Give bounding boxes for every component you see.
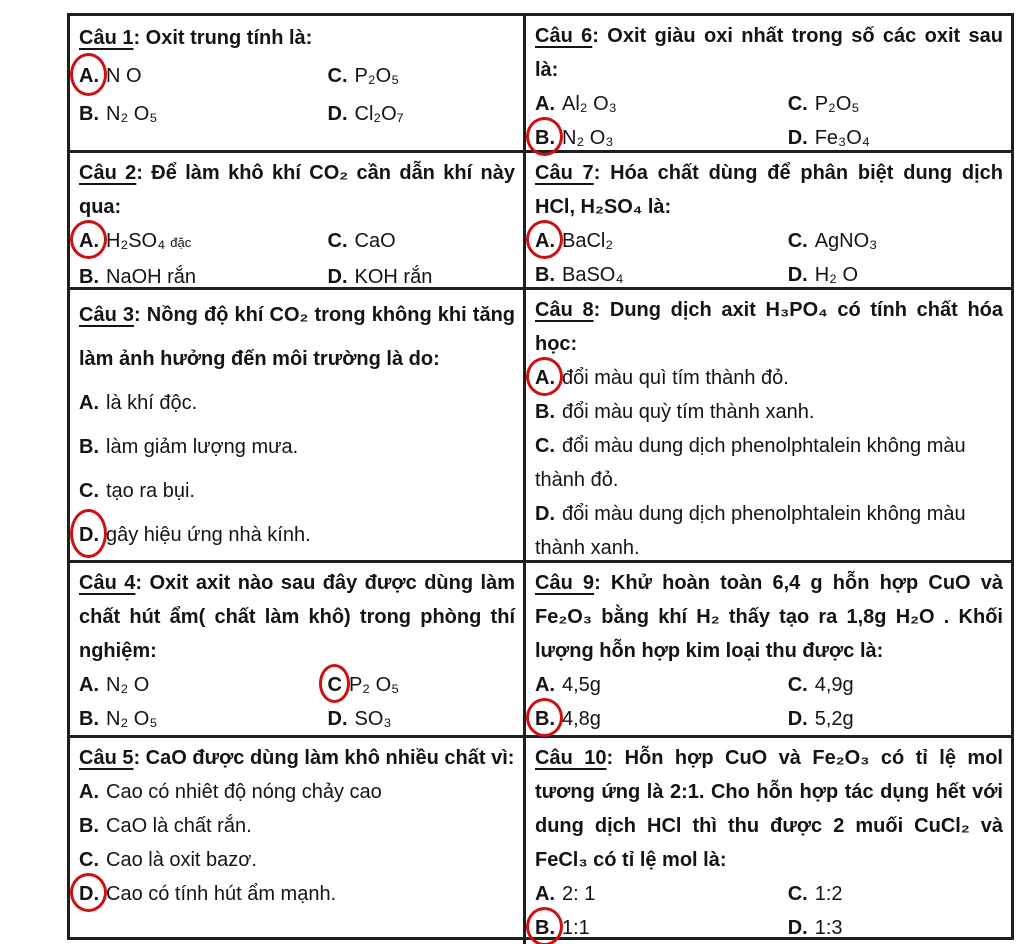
option-a <box>535 224 788 258</box>
option-c <box>788 87 1003 121</box>
question-8 <box>523 287 1011 560</box>
option-text: P₂O₅ <box>814 93 860 115</box>
option-text: SO₃ <box>354 708 392 730</box>
option-b <box>79 95 328 133</box>
question-text: : Oxit giàu oxi nhất trong số các oxit sau là: <box>535 25 1003 81</box>
option-a <box>535 361 1003 395</box>
option-letter: D. <box>787 917 808 939</box>
question-number: Câu 9 <box>535 572 595 594</box>
question-number: Câu 7 <box>535 162 594 184</box>
option-letter: B. <box>79 708 99 730</box>
question-header <box>79 566 515 668</box>
answer-circle-letter: A. <box>79 57 99 95</box>
option-text: N₂ O₅ <box>106 103 158 125</box>
option-text: Cl₂O₇ <box>354 103 404 125</box>
options <box>535 668 1003 736</box>
answer-circle-letter: B. <box>535 702 555 736</box>
option-letter: C. <box>787 883 808 905</box>
question-text: : Nồng độ khí CO₂ trong không khi tăng làm ảnh hưởng đến môi trường là do: <box>79 304 515 370</box>
option-letter: C. <box>787 230 808 252</box>
answer-circle-letter: A. <box>535 224 555 258</box>
option-text: 1:1 <box>562 917 590 939</box>
answer-circle-letter: D. <box>79 513 99 557</box>
option-letter: B. <box>79 103 99 125</box>
question-text: : Khử hoàn toàn 6,4 g hỗn hợp CuO và Fe₂O₃ bằng khí H₂ thấy tạo ra 1,8g H₂O . Khối lượng hỗn hợp kim loại thu được là: <box>535 572 1003 662</box>
question-number: Câu 3 <box>79 304 135 326</box>
options <box>79 381 515 557</box>
question-text: : Oxit axit nào sau đây được dùng làm chất hút ẩm( chất làm khô) trong phòng thí nghiệm: <box>79 572 515 662</box>
question-header <box>535 741 1003 877</box>
option-c <box>328 668 515 702</box>
option-b <box>79 809 515 843</box>
question-number: Câu 8 <box>535 299 594 321</box>
answer-circle-letter: C <box>328 668 342 702</box>
option-letter: B. <box>79 436 99 458</box>
question-text: : Dung dịch axit H₃PO₄ có tính chất hóa học: <box>535 299 1003 355</box>
option-letter: C. <box>535 435 555 457</box>
option-letter: A. <box>79 781 99 803</box>
option-text: BaSO₄ <box>562 264 624 286</box>
question-number: Câu 5 <box>79 747 134 769</box>
option-text: đổi màu quỳ tím thành xanh. <box>562 401 815 423</box>
option-text: Cao có nhiêt độ nóng chảy cao <box>106 781 382 803</box>
options <box>535 877 1003 944</box>
option-letter: C. <box>787 674 808 696</box>
option-a <box>535 668 788 702</box>
answer-circle-letter: A. <box>535 361 555 395</box>
option-letter: C. <box>327 65 348 87</box>
option-letter: B. <box>535 401 555 423</box>
option-letter: D. <box>535 503 555 525</box>
option-text: P₂ O₅ <box>348 674 400 696</box>
option-text: 4,9g <box>814 674 854 696</box>
option-text: 1:2 <box>814 883 843 905</box>
answer-circle-letter: B. <box>535 121 555 155</box>
option-c <box>788 224 1003 258</box>
option-letter: D. <box>327 708 348 730</box>
option-letter: B. <box>535 264 555 286</box>
options <box>535 361 1003 565</box>
question-header <box>79 156 515 224</box>
options <box>535 224 1003 292</box>
options <box>79 775 515 911</box>
option-text: CaO <box>354 230 396 252</box>
option-d <box>788 911 1003 944</box>
option-text: Cao là oxit bazơ. <box>106 849 257 871</box>
option-letter: D. <box>787 127 808 149</box>
option-text: tạo ra bụi. <box>106 480 195 502</box>
option-a <box>535 87 788 121</box>
option-b <box>79 425 515 469</box>
question-text: : Để làm khô khí CO₂ cần dẫn khí này qua: <box>79 162 515 218</box>
option-text: Al₂ O₃ <box>562 93 617 115</box>
option-c <box>788 668 1003 702</box>
option-text: P₂O₅ <box>354 65 400 87</box>
option-text: H₂ O <box>814 264 859 286</box>
answer-circle-letter: B. <box>535 911 555 944</box>
option-letter: C. <box>79 480 99 502</box>
option-d <box>79 513 515 557</box>
option-b <box>79 702 328 736</box>
question-text: : Oxit trung tính là: <box>133 27 313 49</box>
option-d <box>535 497 1003 565</box>
question-number: Câu 1 <box>79 27 134 49</box>
question-10 <box>523 735 1011 944</box>
option-d <box>328 95 515 133</box>
option-text-small: đặc <box>170 235 192 250</box>
option-letter: A. <box>535 674 555 696</box>
option-text: đổi màu dung dịch phenolphtalein không màu thành đỏ. <box>535 435 966 491</box>
option-text: đổi màu quì tím thành đỏ. <box>562 367 789 389</box>
option-letter: D. <box>327 266 348 288</box>
option-text: N O <box>106 65 142 87</box>
question-header <box>79 293 515 381</box>
option-letter: C. <box>79 849 99 871</box>
option-b <box>535 702 788 736</box>
option-c <box>79 469 515 513</box>
option-text: KOH rắn <box>354 266 433 288</box>
option-text: 1:3 <box>814 917 843 939</box>
option-text: CaO là chất rắn. <box>106 815 252 837</box>
question-9 <box>523 560 1011 735</box>
option-letter: D. <box>327 103 348 125</box>
option-a <box>79 775 515 809</box>
option-letter: B. <box>79 815 99 837</box>
option-letter: D. <box>787 264 808 286</box>
option-a <box>79 668 328 702</box>
option-text: H₂SO₄ <box>106 230 166 252</box>
option-letter: A. <box>535 883 555 905</box>
option-d <box>79 877 515 911</box>
answer-circle-letter: D. <box>79 877 99 911</box>
option-text: AgNO₃ <box>814 230 878 252</box>
question-text: : Hỗn hợp CuO và Fe₂O₃ có tỉ lệ mol tương ứng là 2:1. Cho hỗn hợp tác dụng hết với dung dịch HCl thì thu được 2 muối CuCl₂ và FeCl₃ có tỉ lệ mol là: <box>535 747 1003 871</box>
question-header <box>535 156 1003 224</box>
question-header <box>535 293 1003 361</box>
option-text: Fe₃O₄ <box>814 127 870 149</box>
options <box>79 668 515 736</box>
option-text: làm giảm lượng mưa. <box>106 436 299 458</box>
option-letter: A. <box>535 93 555 115</box>
option-c <box>535 429 1003 497</box>
option-text: gây hiệu ứng nhà kính. <box>106 524 311 546</box>
question-number: Câu 4 <box>79 572 136 594</box>
question-text: : CaO được dùng làm khô nhiều chất vì: <box>133 747 515 769</box>
option-a <box>79 381 515 425</box>
option-text: N₂ O₃ <box>562 127 614 149</box>
option-text: 4,5g <box>562 674 601 696</box>
quiz-table <box>67 13 1014 940</box>
options <box>79 57 515 133</box>
question-1 <box>70 16 523 150</box>
option-d <box>328 702 515 736</box>
option-a <box>535 877 788 911</box>
options <box>79 224 515 294</box>
question-7 <box>523 150 1011 287</box>
question-header <box>79 741 515 775</box>
option-c <box>328 57 515 95</box>
option-text: BaCl₂ <box>562 230 614 252</box>
question-number: Câu 10 <box>535 747 607 769</box>
option-a <box>79 224 328 260</box>
option-a <box>79 57 328 95</box>
question-5 <box>70 735 523 944</box>
option-letter: A. <box>79 392 99 414</box>
option-letter: D. <box>787 708 808 730</box>
option-text: 4,8g <box>562 708 601 730</box>
option-text: đổi màu dung dịch phenolphtalein không màu thành xanh. <box>535 503 966 559</box>
option-letter: B. <box>79 266 99 288</box>
option-text: NaOH rắn <box>106 266 197 288</box>
question-6 <box>523 16 1011 150</box>
option-letter: C. <box>787 93 808 115</box>
question-header <box>535 19 1003 87</box>
question-2 <box>70 150 523 287</box>
question-header <box>535 566 1003 668</box>
option-b <box>535 395 1003 429</box>
option-c <box>788 877 1003 911</box>
option-text: N₂ O <box>106 674 150 696</box>
option-text: Cao có tính hút ẩm mạnh. <box>106 883 337 905</box>
option-d <box>788 702 1003 736</box>
question-number: Câu 2 <box>79 162 137 184</box>
option-c <box>328 224 515 260</box>
option-b <box>535 911 788 944</box>
option-text: 2: 1 <box>562 883 596 905</box>
option-c <box>79 843 515 877</box>
question-header <box>79 19 515 57</box>
option-letter: A. <box>79 674 99 696</box>
option-text: N₂ O₅ <box>106 708 158 730</box>
question-text: : Hóa chất dùng để phân biệt dung dịch HCl, H₂SO₄ là: <box>535 162 1003 218</box>
option-letter: C. <box>327 230 348 252</box>
question-3 <box>70 287 523 560</box>
answer-circle-letter: A. <box>79 224 99 258</box>
option-text: 5,2g <box>814 708 854 730</box>
option-text: là khí độc. <box>106 392 198 414</box>
question-4 <box>70 560 523 735</box>
options <box>535 87 1003 155</box>
question-number: Câu 6 <box>535 25 593 47</box>
